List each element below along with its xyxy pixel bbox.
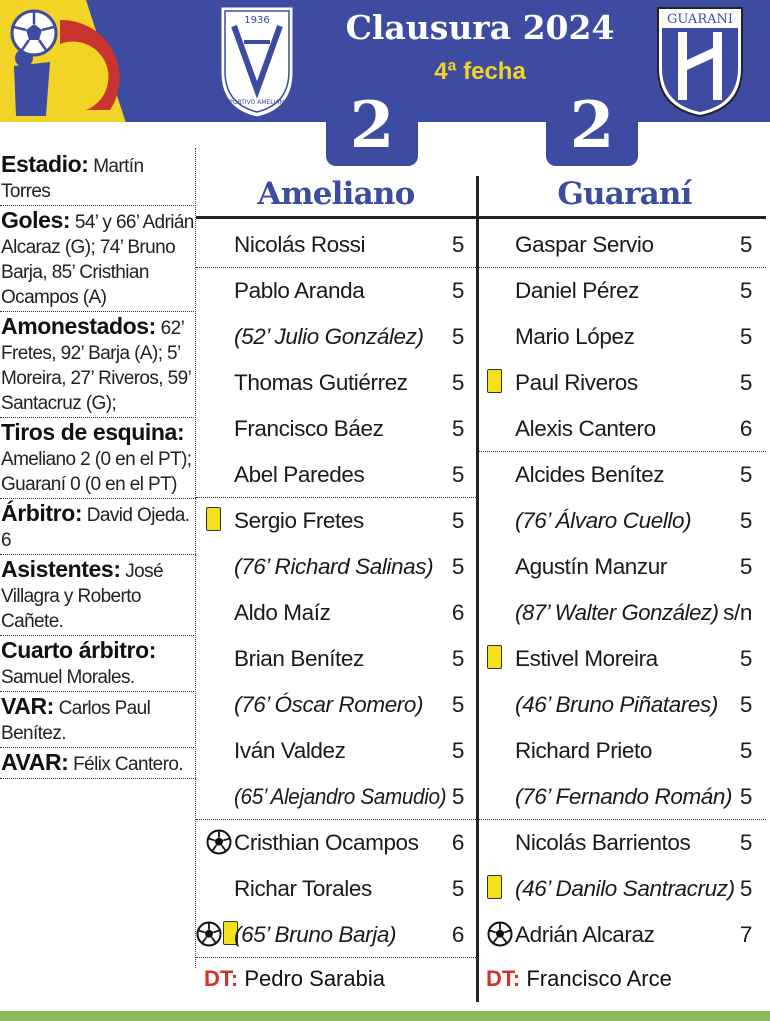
svg-text:1936: 1936 [244,15,270,26]
substitute-name: (52’ Julio González) [234,324,424,349]
player-rating: 5 [739,278,752,303]
player-row [196,360,476,406]
player-name: Thomas Gutiérrez [234,370,408,395]
goal-ball-icon [196,921,222,947]
goal-ball-icon [487,921,513,947]
info-text: Ameliano 2 (0 en el PT); Guaraní 0 (0 en el PT) [1,449,192,495]
substitute-name: (65’ Bruno Barja) [234,922,397,947]
player-rating: 5 [739,462,752,487]
player-row [196,406,476,452]
player-name: Sergio Fretes [234,508,364,533]
player-name: Abel Paredes [234,462,365,487]
player-name: Nicolás Rossi [234,232,366,257]
player-row [479,268,766,314]
player-rating: 5 [451,508,464,533]
player-name: Cristhian Ocampos [234,830,419,855]
player-rating: 5 [739,508,752,533]
info-label: Cuarto árbitro: [1,637,157,663]
substitute-name: (46’ Bruno Piñatares) [515,692,718,717]
player-rating: 5 [451,324,464,349]
player-name: Daniel Pérez [515,278,640,303]
player-row [196,728,476,774]
info-item [0,206,196,312]
info-text: Félix Cantero. [68,754,183,775]
home-team-name: Ameliano [257,176,415,212]
player-row [196,590,476,636]
info-item [0,312,196,418]
player-rating: 6 [739,416,752,441]
svg-text:SPORTIVO AMELIANO: SPORTIVO AMELIANO [225,99,289,106]
info-item [0,748,196,779]
player-rating: 5 [739,738,752,763]
match-info-column [0,150,196,779]
player-row [479,590,766,636]
player-row [479,912,766,958]
player-row [196,314,476,360]
info-text: David Ojeda. 6 [1,505,190,551]
player-name: Paul Riveros [515,370,638,395]
player-name: Mario López [515,324,635,349]
player-rating: 5 [451,692,464,717]
player-marks [487,875,502,899]
player-rating: 5 [739,324,752,349]
yellow-card-icon [487,875,502,899]
player-row [479,682,766,728]
player-rating: 5 [739,830,752,855]
player-rating: 5 [451,876,464,901]
info-item [0,555,196,636]
player-rating: 5 [739,784,752,809]
player-rating: 5 [739,692,752,717]
ameliano-crest-icon [214,2,300,120]
player-marks [487,921,513,947]
info-text: Samuel Morales. [1,667,135,688]
substitute-name: (46’ Danilo Santracruz) [515,876,735,901]
substitute-name: (76’ Richard Salinas) [234,554,434,579]
player-rating: 5 [739,554,752,579]
tournament-title: Clausura 2024 [345,8,615,47]
player-row [479,452,766,498]
player-rating: 5 [451,232,464,257]
away-coach [486,966,672,992]
player-name: Nicolás Barrientos [515,830,691,855]
player-row [196,912,476,958]
player-name: Estivel Moreira [515,646,658,671]
info-label: Asistentes: [1,556,121,582]
info-text: Carlos Paul Benítez. [1,698,151,744]
player-row [479,728,766,774]
substitute-name: (87’ Walter González) [515,600,719,625]
player-row [196,774,476,820]
player-marks [487,369,502,393]
player-name: Adrián Alcaraz [515,922,655,947]
info-text: José Villagra y Roberto Cañete. [1,561,164,632]
player-row [479,314,766,360]
away-team-rule [479,216,766,219]
player-rating: 5 [451,646,464,671]
player-rating: 5 [451,416,464,441]
player-row [196,636,476,682]
info-text: 54’ y 66’ Adrián Alcaraz (G); 74’ Bruno Barja, 85’ Cristhian Ocampos (A) [1,212,194,308]
player-row [196,544,476,590]
info-label: VAR: [1,693,54,719]
player-rating: 7 [739,922,752,947]
svg-text:GUARANI: GUARANI [666,12,734,27]
player-row [196,866,476,912]
substitute-name: (76’ Álvaro Cuello) [515,508,692,533]
player-row [196,498,476,544]
player-name: Alexis Cantero [515,416,656,441]
player-marks [196,921,238,947]
coach-name: Francisco Arce [520,966,672,991]
player-rating: 5 [451,278,464,303]
away-score: 2 [546,96,638,166]
coach-label: DT: [486,966,521,991]
substitute-name: (76’ Óscar Romero) [234,692,424,717]
home-score: 2 [326,96,418,166]
player-rating: s/n [723,600,752,625]
player-marks [206,829,232,855]
player-row [196,682,476,728]
player-rating: 5 [739,876,752,901]
player-rating: 5 [451,738,464,763]
player-rating: 5 [451,784,464,809]
player-name: Iván Valdez [234,738,346,763]
player-rating: 6 [451,600,464,625]
player-marks [206,507,221,531]
away-lineup [479,222,766,958]
player-row [479,406,766,452]
player-rating: 5 [451,462,464,487]
info-label: AVAR: [1,749,69,775]
player-name: Francisco Báez [234,416,384,441]
yellow-card-icon [487,645,502,669]
player-rating: 6 [451,922,464,947]
player-row [196,820,476,866]
player-name: Richar Torales [234,876,372,901]
player-rating: 6 [451,830,464,855]
info-label: Amonestados: [1,313,156,339]
player-row [479,866,766,912]
publication-logo [0,0,132,122]
player-marks [487,645,502,669]
info-text: 62’ Fretes, 92’ Barja (A); 5’ Moreira, 27’ Riveros, 59’ Santacruz (G); [1,318,191,414]
away-team-name: Guaraní [557,176,692,212]
info-item [0,499,196,555]
player-rating: 5 [739,370,752,395]
info-label: Estadio: [1,151,89,177]
player-name: Agustín Manzur [515,554,667,579]
player-name: Alcides Benítez [515,462,665,487]
player-name: Gaspar Servio [515,232,654,257]
coach-name: Pedro Sarabia [238,966,385,991]
player-rating: 5 [739,232,752,257]
player-name: Pablo Aranda [234,278,365,303]
player-row [479,636,766,682]
player-row [479,820,766,866]
info-item [0,150,196,206]
player-row [479,774,766,820]
player-row [196,222,476,268]
player-row [196,268,476,314]
football-logo-icon [0,0,132,122]
bottom-bar [0,1011,770,1021]
player-row [479,498,766,544]
info-label: Tiros de esquina: [1,419,185,445]
player-name: Brian Benítez [234,646,364,671]
info-item [0,636,196,692]
yellow-card-icon [487,369,502,393]
coach-label: DT: [204,966,239,991]
player-row [196,452,476,498]
player-row [479,360,766,406]
round-label: 4ª fecha [434,58,526,85]
guarani-crest-icon [654,4,746,118]
player-rating: 5 [739,646,752,671]
home-lineup [196,222,476,958]
info-label: Goles: [1,207,71,233]
player-row [479,222,766,268]
info-item [0,418,196,499]
player-name: Richard Prieto [515,738,652,763]
player-row [479,544,766,590]
player-name: Aldo Maíz [234,600,331,625]
info-text: Martín Torres [1,156,144,202]
info-item [0,692,196,748]
home-coach [204,966,385,992]
substitute-name: (65’ Alejandro Samudio) [234,784,447,809]
substitute-name: (76’ Fernando Román) [515,784,733,809]
yellow-card-icon [206,507,221,531]
info-label: Árbitro: [1,500,83,526]
player-rating: 5 [451,554,464,579]
goal-ball-icon [206,829,232,855]
player-rating: 5 [451,370,464,395]
home-team-rule [196,216,476,219]
